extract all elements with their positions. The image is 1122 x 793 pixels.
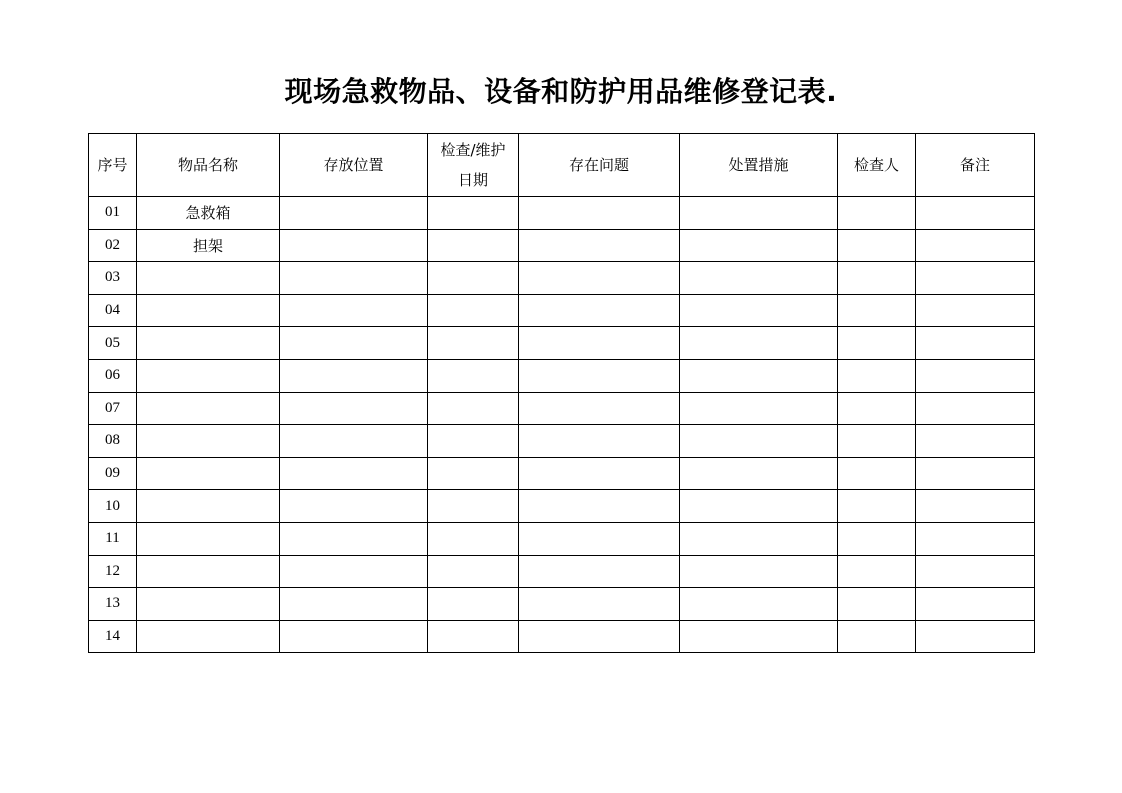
cell-location	[280, 262, 428, 295]
table-row	[89, 392, 1035, 425]
cell-remarks	[916, 197, 1035, 230]
cell-measures	[680, 522, 838, 555]
cell-item-name	[137, 620, 280, 653]
cell-location	[280, 490, 428, 523]
cell-check-date	[428, 425, 519, 458]
cell-measures	[680, 620, 838, 653]
cell-check-date	[428, 197, 519, 230]
cell-problem	[519, 262, 680, 295]
cell-inspector	[838, 359, 916, 392]
header-location: 存放位置	[280, 134, 428, 197]
cell-location	[280, 359, 428, 392]
cell-item-name: 急救箱	[137, 197, 280, 230]
cell-inspector	[838, 588, 916, 621]
table-row	[89, 555, 1035, 588]
cell-location	[280, 620, 428, 653]
cell-problem	[519, 327, 680, 360]
cell-check-date	[428, 294, 519, 327]
cell-inspector	[838, 490, 916, 523]
cell-check-date	[428, 588, 519, 621]
cell-inspector	[838, 620, 916, 653]
cell-seq: 14	[89, 620, 137, 653]
cell-check-date	[428, 392, 519, 425]
cell-location	[280, 229, 428, 262]
cell-location	[280, 555, 428, 588]
cell-measures	[680, 359, 838, 392]
cell-seq: 02	[89, 229, 137, 262]
cell-item-name	[137, 359, 280, 392]
cell-remarks	[916, 262, 1035, 295]
cell-measures	[680, 262, 838, 295]
header-check-date-line2: 日期	[457, 171, 488, 189]
cell-check-date	[428, 457, 519, 490]
cell-measures	[680, 294, 838, 327]
cell-inspector	[838, 457, 916, 490]
header-seq: 序号	[89, 134, 137, 197]
table-row	[89, 490, 1035, 523]
cell-problem	[519, 457, 680, 490]
cell-inspector	[838, 392, 916, 425]
cell-seq: 05	[89, 327, 137, 360]
cell-seq: 01	[89, 197, 137, 230]
register-table	[88, 133, 1035, 653]
header-problem: 存在问题	[519, 134, 680, 197]
cell-check-date	[428, 229, 519, 262]
table-row	[89, 294, 1035, 327]
table-body	[89, 197, 1035, 653]
header-row	[89, 134, 1035, 197]
cell-seq: 06	[89, 359, 137, 392]
cell-inspector	[838, 294, 916, 327]
cell-seq: 13	[89, 588, 137, 621]
header-check-date	[428, 134, 519, 197]
cell-check-date	[428, 359, 519, 392]
cell-check-date	[428, 620, 519, 653]
table-row	[89, 522, 1035, 555]
cell-remarks	[916, 588, 1035, 621]
table-row	[89, 327, 1035, 360]
cell-remarks	[916, 555, 1035, 588]
cell-remarks	[916, 392, 1035, 425]
cell-inspector	[838, 522, 916, 555]
cell-remarks	[916, 620, 1035, 653]
cell-seq: 03	[89, 262, 137, 295]
cell-location	[280, 327, 428, 360]
cell-measures	[680, 392, 838, 425]
header-item-name: 物品名称	[137, 134, 280, 197]
cell-item-name	[137, 425, 280, 458]
cell-problem	[519, 392, 680, 425]
cell-check-date	[428, 490, 519, 523]
cell-location	[280, 197, 428, 230]
cell-inspector	[838, 555, 916, 588]
cell-problem	[519, 197, 680, 230]
cell-problem	[519, 522, 680, 555]
cell-measures	[680, 490, 838, 523]
cell-measures	[680, 425, 838, 458]
cell-problem	[519, 555, 680, 588]
cell-item-name: 担架	[137, 229, 280, 262]
cell-seq: 10	[89, 490, 137, 523]
cell-item-name	[137, 327, 280, 360]
cell-seq: 12	[89, 555, 137, 588]
cell-problem	[519, 490, 680, 523]
table-row	[89, 425, 1035, 458]
cell-measures	[680, 555, 838, 588]
cell-measures	[680, 327, 838, 360]
table-row	[89, 197, 1035, 230]
header-remarks: 备注	[916, 134, 1035, 197]
cell-check-date	[428, 522, 519, 555]
cell-remarks	[916, 457, 1035, 490]
cell-measures	[680, 229, 838, 262]
cell-check-date	[428, 262, 519, 295]
cell-remarks	[916, 359, 1035, 392]
cell-problem	[519, 229, 680, 262]
cell-item-name	[137, 588, 280, 621]
cell-seq: 09	[89, 457, 137, 490]
cell-check-date	[428, 555, 519, 588]
cell-inspector	[838, 262, 916, 295]
cell-location	[280, 392, 428, 425]
cell-remarks	[916, 229, 1035, 262]
cell-inspector	[838, 197, 916, 230]
cell-problem	[519, 425, 680, 458]
cell-seq: 11	[89, 522, 137, 555]
header-measures: 处置措施	[680, 134, 838, 197]
table-row	[89, 359, 1035, 392]
cell-remarks	[916, 490, 1035, 523]
cell-measures	[680, 457, 838, 490]
cell-seq: 07	[89, 392, 137, 425]
cell-remarks	[916, 425, 1035, 458]
header-inspector: 检查人	[838, 134, 916, 197]
cell-problem	[519, 294, 680, 327]
cell-remarks	[916, 522, 1035, 555]
cell-item-name	[137, 522, 280, 555]
table-row	[89, 229, 1035, 262]
cell-location	[280, 588, 428, 621]
cell-problem	[519, 588, 680, 621]
table-row	[89, 457, 1035, 490]
cell-problem	[519, 359, 680, 392]
cell-location	[280, 425, 428, 458]
cell-location	[280, 522, 428, 555]
cell-seq: 04	[89, 294, 137, 327]
cell-check-date	[428, 327, 519, 360]
cell-item-name	[137, 490, 280, 523]
cell-problem	[519, 620, 680, 653]
table-row	[89, 588, 1035, 621]
cell-remarks	[916, 294, 1035, 327]
cell-location	[280, 294, 428, 327]
cell-measures	[680, 588, 838, 621]
header-check-date-line1: 检查/维护	[440, 141, 506, 159]
cell-seq: 08	[89, 425, 137, 458]
cell-measures	[680, 197, 838, 230]
cell-item-name	[137, 262, 280, 295]
cell-remarks	[916, 327, 1035, 360]
cell-item-name	[137, 392, 280, 425]
cell-inspector	[838, 425, 916, 458]
table-row	[89, 620, 1035, 653]
document-title: 现场急救物品、设备和防护用品维修登记表.	[284, 75, 838, 108]
table-row	[89, 262, 1035, 295]
cell-inspector	[838, 327, 916, 360]
cell-inspector	[838, 229, 916, 262]
cell-item-name	[137, 555, 280, 588]
cell-item-name	[137, 294, 280, 327]
cell-location	[280, 457, 428, 490]
cell-item-name	[137, 457, 280, 490]
